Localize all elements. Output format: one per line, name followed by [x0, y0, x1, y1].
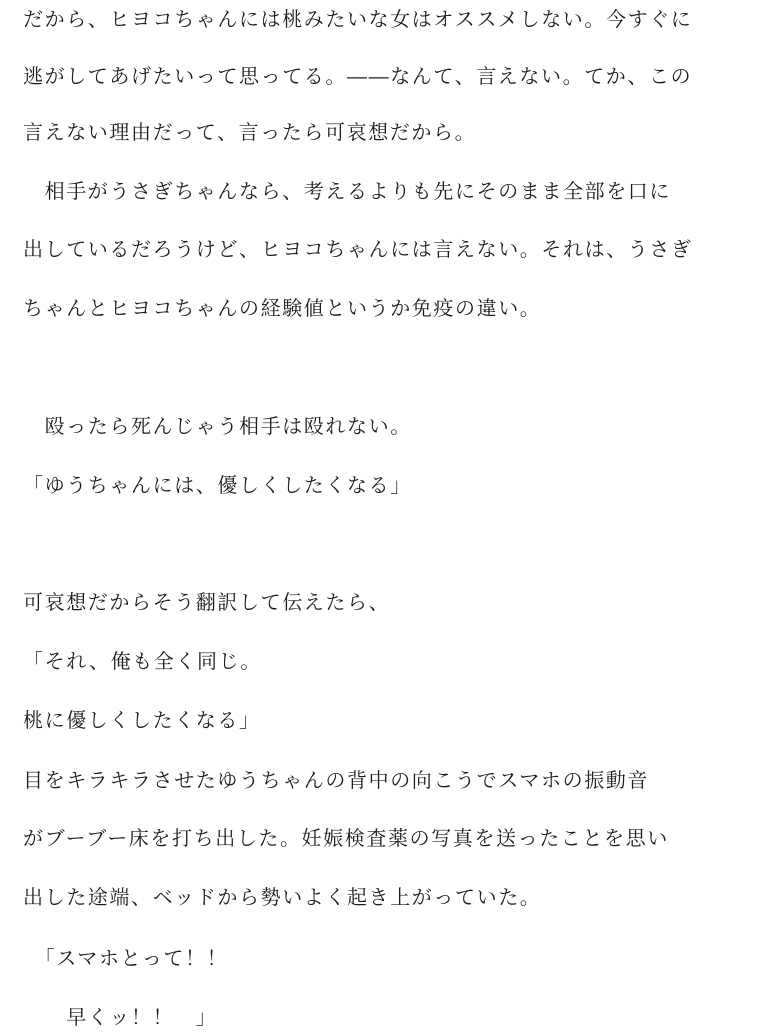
text-line-16: 早くッ！！ 」 [23, 1005, 218, 1029]
text-line-1: だから、ヒヨコちゃんには桃みたいな女はオススメしない。今すぐに [23, 7, 693, 31]
text-line-4: 相手がうさぎちゃんなら、考えるよりも先にそのまま全部を口に [23, 179, 671, 203]
text-line-12: 目をキラキラさせたゆうちゃんの背中の向こうでスマホの振動音 [23, 768, 649, 792]
text-line-9: 可哀想だからそう翻訳して伝えたら、 [23, 590, 391, 614]
text-line-11: 桃に優しくしたくなる」 [23, 708, 261, 732]
text-line-14: 出した途端、ベッドから勢いよく起き上がっていた。 [23, 885, 542, 909]
text-line-3: 言えない理由だって、言ったら可哀想だから。 [23, 120, 477, 144]
text-line-5: 出しているだろうけど、ヒヨコちゃんには言えない。それは、うさぎ [23, 237, 693, 261]
text-line-6: ちゃんとヒヨコちゃんの経験値というか免疫の違い。 [23, 296, 542, 320]
text-line-8: 「ゆうちゃんには、優しくしたくなる」 [23, 473, 412, 497]
text-line-13: がブーブー床を打ち出した。妊娠検査薬の写真を送ったことを思い [23, 826, 669, 850]
text-line-15: 「スマホとって！！ [23, 946, 229, 970]
text-line-2: 逃がしてあげたいって思ってる。――なんて、言えない。てか、この [23, 64, 693, 88]
text-line-7: 殴ったら死んじゃう相手は殴れない。 [23, 414, 412, 438]
text-line-10: 「それ、俺も全く同じ。 [23, 649, 262, 673]
